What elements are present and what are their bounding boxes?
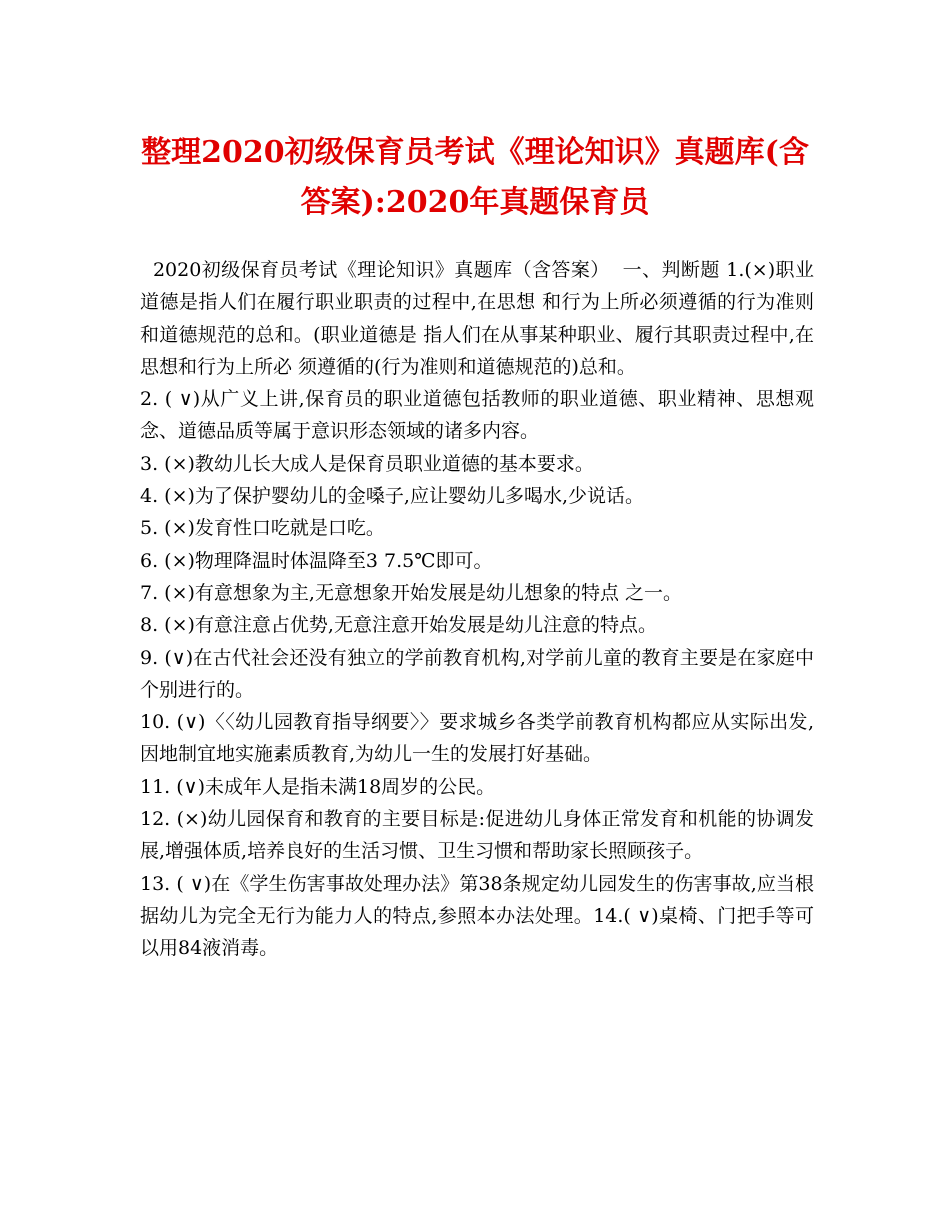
paragraph-item-7: 7. (×)有意想象为主,无意想象开始发展是幼儿想象的特点 之一。 — [140, 581, 682, 604]
paragraph-item-6: 6. (×)物理降温时体温降至3 7.5℃即可。 — [140, 549, 493, 572]
document-title: 整理2020初级保育员考试《理论知识》真题库(含答案):2020年真题保育员 — [141, 135, 809, 220]
paragraph-item-8: 8. (×)有意注意占优势,无意注意开始发展是幼儿注意的特点。 — [140, 614, 657, 637]
paragraph-item-13-14: 13. ( ∨)在《学生伤害事故处理办法》第38条规定幼儿园发生的伤害事故,应当根据幼儿为完全无行为能力人的特点,参照本办法处理。14.( ∨)桌椅、门把手等可以用84液消毒。 — [140, 872, 814, 960]
paragraph-item-3: 3. (×)教幼儿长大成人是保育员职业道德的基本要求。 — [140, 452, 594, 475]
paragraph-item-11: 11. (∨)未成年人是指未满18周岁的公民。 — [140, 775, 496, 798]
paragraph-item-9: 9. (∨)在古代社会还没有独立的学前教育机构,对学前儿童的教育主要是在家庭中个别进行的。 — [140, 646, 814, 701]
paragraph-intro-item-1: 2020初级保育员考试《理论知识》真题库（含答案） 一、判断题 1.(×)职业道德是指人们在履行职业职责的过程中,在思想 和行为上所必须遵循的行为准则和道德规范的总和。(职业道德是 指人们在从事某种职业、履行其职责过程中,在思想和行为上所必 须遵循的(行为准则和道德规范的)总和。 — [140, 259, 814, 378]
paragraph-item-10: 10. (∨)〈〈幼儿园教育指导纲要〉〉要求城乡各类学前教育机构都应从实际出发,因地制宜地实施素质教育,为幼儿一生的发展打好基础。 — [140, 711, 814, 766]
paragraph-item-12: 12. (×)幼儿园保育和教育的主要目标是:促进幼儿身体正常发育和机能的协调发展,增强体质,培养良好的生活习惯、卫生习惯和帮助家长照顾孩子。 — [140, 808, 814, 863]
paragraph-item-2: 2. ( ∨)从广义上讲,保育员的职业道德包括教师的职业道德、职业精神、思想观念、道德品质等属于意识形态领域的诸多内容。 — [140, 388, 814, 443]
paragraph-item-5: 5. (×)发育性口吃就是口吃。 — [140, 517, 385, 540]
paragraph-item-4: 4. (×)为了保护婴幼儿的金嗓子,应让婴幼儿多喝水,少说话。 — [140, 485, 644, 508]
document-body — [140, 254, 814, 965]
